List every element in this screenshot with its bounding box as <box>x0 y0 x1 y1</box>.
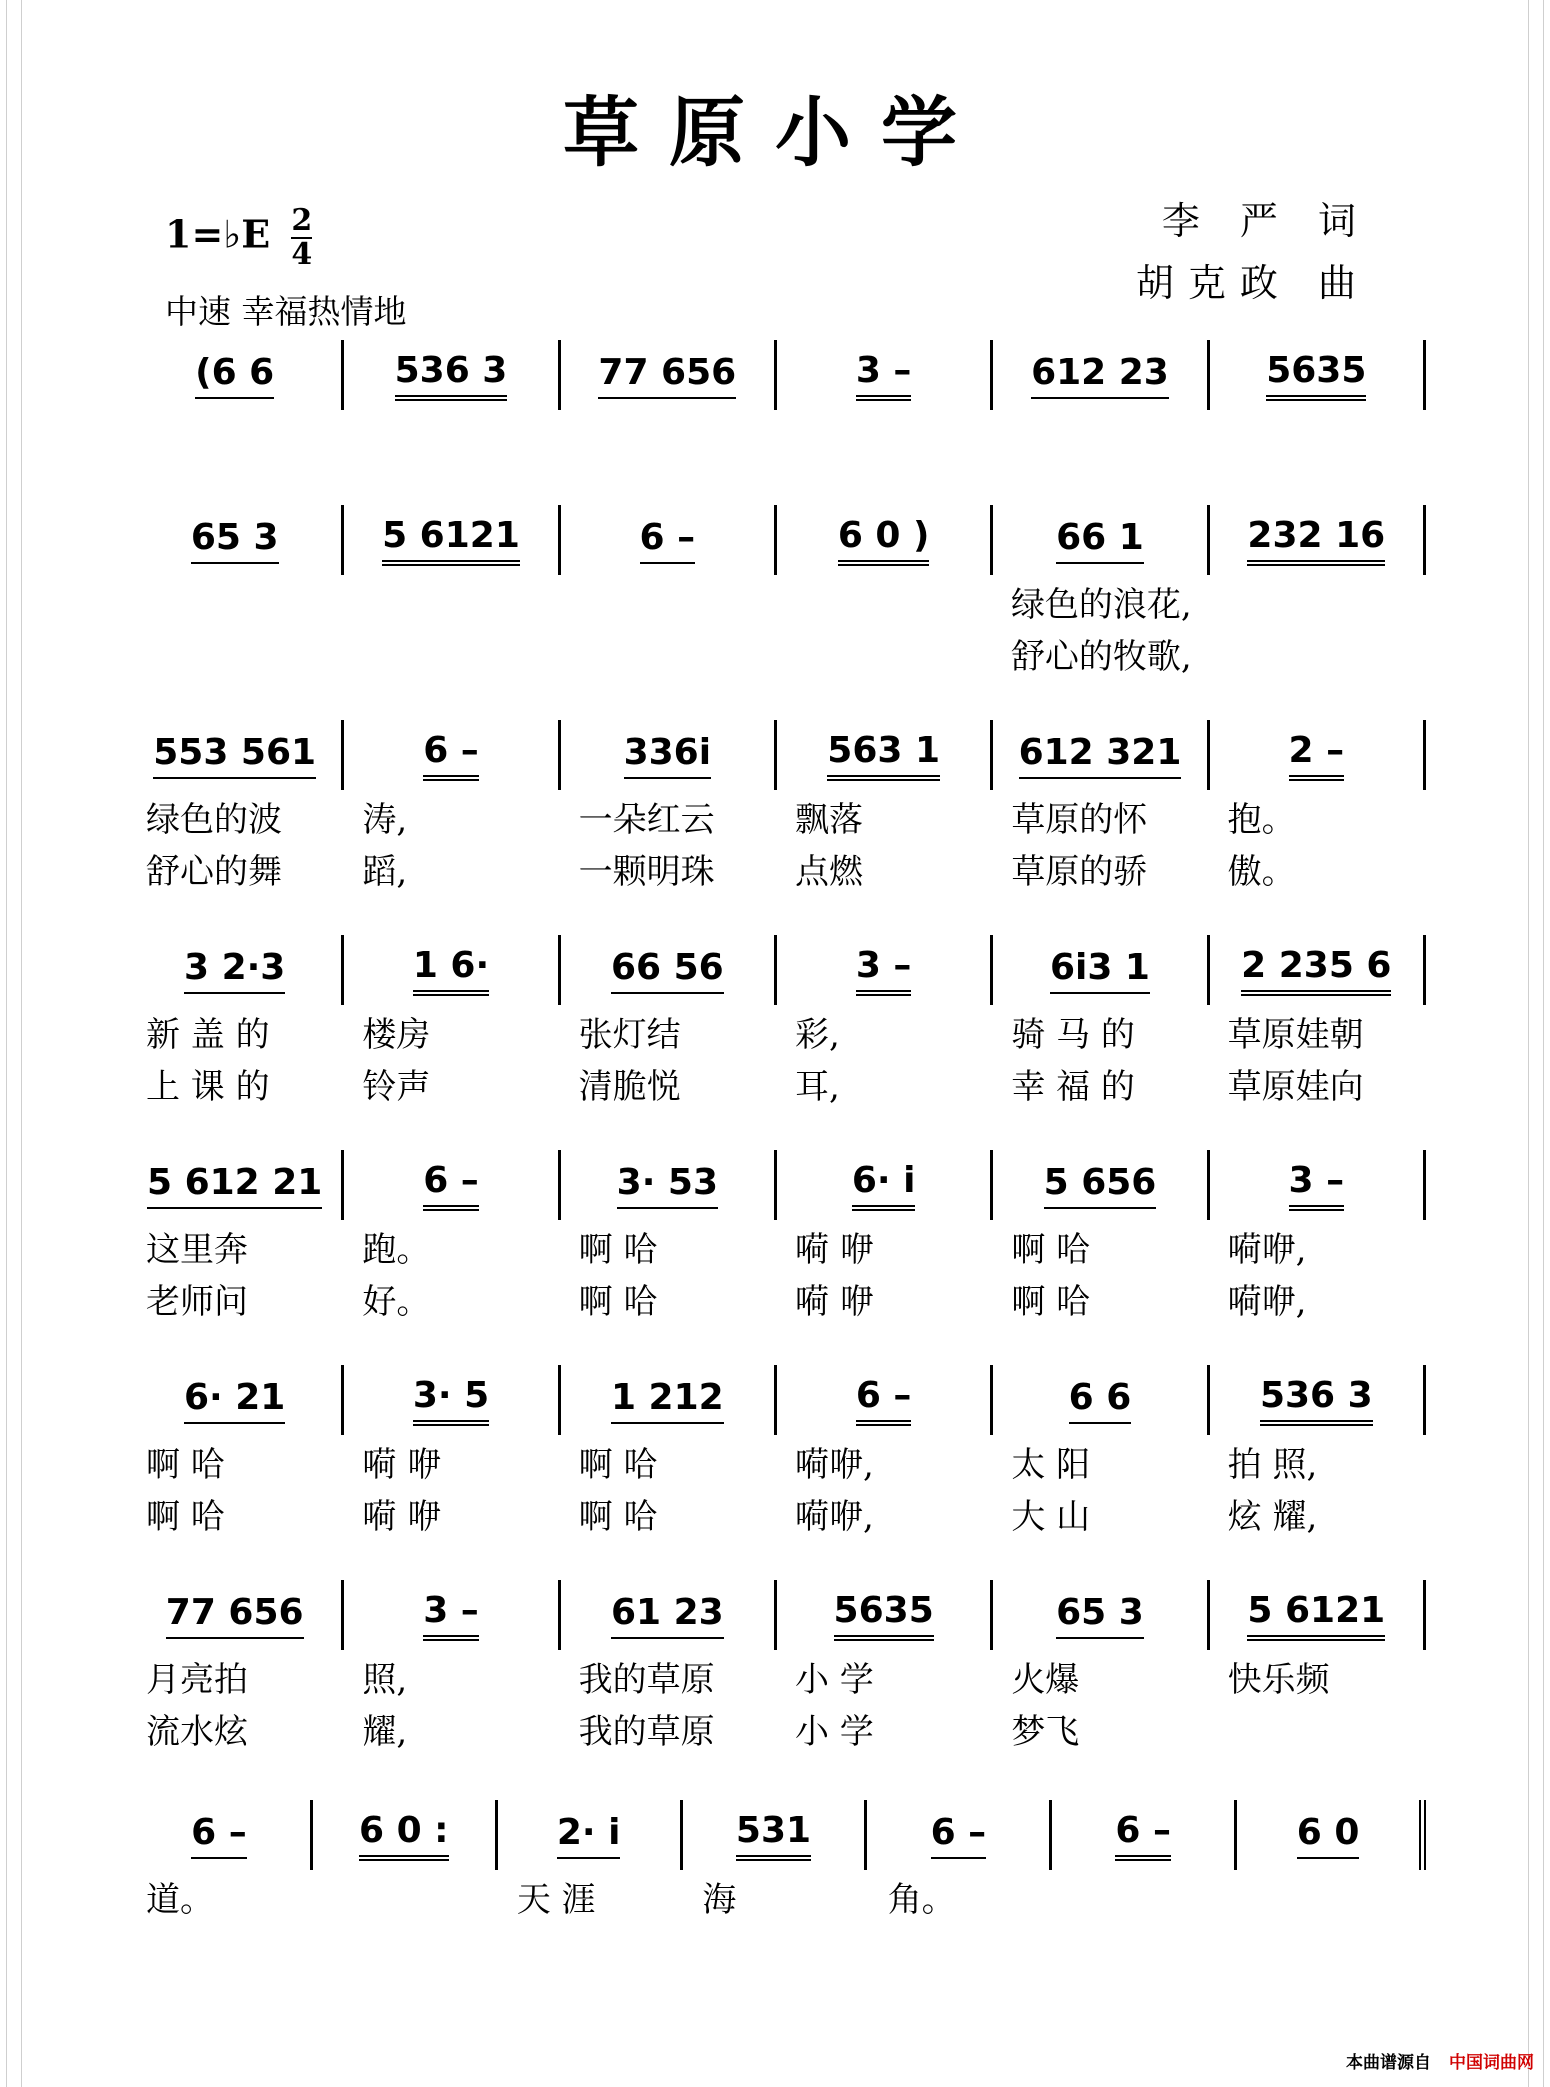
lyric-segment: 耀, <box>362 1711 408 1752</box>
lyric-segment: 海 <box>702 1879 737 1920</box>
lyric-segment: 我的草原 <box>578 1711 715 1752</box>
measure <box>774 1365 990 1435</box>
right-edge-watermark-strip <box>1528 0 1544 2087</box>
note-group: 1 212 <box>611 1377 724 1424</box>
lyric-segment: 啊 哈 <box>578 1281 658 1322</box>
measure <box>774 720 990 790</box>
note-group: 6· i <box>852 1160 916 1211</box>
lyric-line-verse2 <box>128 1702 1426 1754</box>
lyric-segment: 一朵红云 <box>578 799 715 840</box>
lyric-segment: 啊 哈 <box>578 1229 658 1270</box>
lyric-line-verse1 <box>128 1650 1426 1702</box>
note-group: 5 612 21 <box>147 1162 322 1209</box>
lyric-segment: 涛, <box>362 799 408 840</box>
note-group: 5 6121 <box>1247 1590 1385 1641</box>
note-group: 536 3 <box>395 350 508 401</box>
measure <box>128 1365 341 1435</box>
score-row <box>128 505 1426 679</box>
composer-credit: 胡克政 曲 <box>1135 261 1370 305</box>
score-row <box>128 1150 1426 1324</box>
note-group: 5635 <box>834 1590 934 1641</box>
measure <box>1207 720 1426 790</box>
measure <box>774 340 990 410</box>
notes-line <box>128 1150 1426 1220</box>
lyric-segment: 草原的骄 <box>1011 851 1148 892</box>
measure <box>774 505 990 575</box>
note-group: 612 321 <box>1019 732 1182 779</box>
note-group: 2· i <box>557 1812 621 1859</box>
measure <box>558 935 774 1005</box>
lyric-segment: 草原娃向 <box>1227 1066 1364 1107</box>
score-row <box>128 935 1426 1109</box>
lyric-segment: 嗬 咿 <box>794 1281 874 1322</box>
measure <box>990 1150 1206 1220</box>
measure <box>341 340 557 410</box>
note-group: 6i3 1 <box>1050 947 1150 994</box>
measure <box>990 505 1206 575</box>
time-signature <box>291 205 312 271</box>
lyric-segment: 大 山 <box>1011 1496 1091 1537</box>
measure <box>1207 1365 1426 1435</box>
lyric-segment: 老师问 <box>146 1281 248 1322</box>
source-site-link[interactable]: 中国词曲网 <box>1449 2053 1534 2073</box>
lyric-line-verse1 <box>128 1870 1426 1922</box>
note-group: 3 – <box>1289 1160 1345 1211</box>
note-group: 77 656 <box>166 1592 304 1639</box>
lyric-segment: 月亮拍 <box>146 1659 248 1700</box>
lyric-segment: 彩, <box>794 1014 840 1055</box>
measure <box>558 1580 774 1650</box>
lyric-segment: 啊 哈 <box>1011 1281 1091 1322</box>
lyric-segment: 飘落 <box>794 799 863 840</box>
left-edge-watermark-strip <box>6 0 22 2087</box>
lyric-segment: 蹈, <box>362 851 408 892</box>
lyric-segment: 耳, <box>794 1066 840 1107</box>
lyric-segment: 张灯结 <box>578 1014 681 1055</box>
measure <box>341 935 557 1005</box>
lyric-segment: 草原娃朝 <box>1227 1014 1364 1055</box>
notes-line <box>128 1365 1426 1435</box>
notes-line <box>128 1580 1426 1650</box>
measure <box>774 1580 990 1650</box>
lyric-segment: 啊 哈 <box>578 1496 658 1537</box>
lyric-segment: 幸 福 的 <box>1011 1066 1135 1107</box>
measure <box>990 1580 1206 1650</box>
note-group: 336i <box>624 732 712 779</box>
note-group: 6 – <box>423 1160 479 1211</box>
lyric-segment: 嗬 咿 <box>362 1496 442 1537</box>
measure <box>1207 505 1426 575</box>
measure <box>680 1800 865 1870</box>
lyric-segment: 新 盖 的 <box>146 1014 270 1055</box>
measure <box>1207 1150 1426 1220</box>
measure <box>341 505 557 575</box>
notes-line <box>128 340 1426 410</box>
note-group: 6 – <box>856 1375 912 1426</box>
note-group: 553 561 <box>153 732 316 779</box>
note-group: 2 235 6 <box>1241 945 1391 996</box>
score-row <box>128 1800 1426 1922</box>
lyric-line-verse2 <box>128 1057 1426 1109</box>
notes-line <box>128 1800 1426 1870</box>
lyric-line-verse1 <box>128 1435 1426 1487</box>
note-group: (6 6 <box>195 352 274 399</box>
measure <box>495 1800 680 1870</box>
note-group: 6 0 : <box>359 1810 449 1861</box>
lyric-segment: 嗬咿, <box>1227 1229 1307 1270</box>
lyric-segment: 嗬 咿 <box>362 1444 442 1485</box>
lyric-segment: 舒心的牧歌, <box>1010 636 1192 677</box>
note-group: 563 1 <box>827 730 940 781</box>
lyric-line-verse2 <box>128 1272 1426 1324</box>
lyric-segment: 角。 <box>887 1879 956 1920</box>
source-label: 本曲谱源自 <box>1346 2053 1431 2073</box>
note-group: 3 – <box>856 945 912 996</box>
lyric-segment: 道。 <box>146 1879 214 1920</box>
measure <box>774 1150 990 1220</box>
tempo-marking: 中速 幸福热情地 <box>165 292 407 331</box>
key-label: 1=♭E <box>165 211 271 257</box>
lyric-segment: 嗬咿, <box>1227 1281 1307 1322</box>
lyric-segment: 梦飞 <box>1011 1711 1080 1752</box>
key-signature <box>165 205 312 271</box>
note-group: 6 – <box>931 1812 987 1859</box>
lyric-segment: 这里奔 <box>146 1229 248 1270</box>
note-group: 6 0 <box>1297 1812 1360 1859</box>
measure <box>1234 1800 1426 1870</box>
measure <box>1049 1800 1234 1870</box>
lyric-segment: 火爆 <box>1011 1659 1080 1700</box>
source-footer <box>1346 2048 1534 2073</box>
measure <box>990 935 1206 1005</box>
note-group: 3· 5 <box>413 1375 489 1426</box>
note-group: 66 1 <box>1056 517 1144 564</box>
score-row <box>128 340 1426 410</box>
note-group: 1 6· <box>413 945 489 996</box>
note-group: 6 – <box>640 517 696 564</box>
lyric-segment: 点燃 <box>794 851 863 892</box>
measure <box>774 935 990 1005</box>
lyric-segment: 跑。 <box>362 1229 431 1270</box>
note-group: 232 16 <box>1247 515 1385 566</box>
lyric-segment: 舒心的舞 <box>146 851 282 892</box>
lyric-line-verse2 <box>128 842 1426 894</box>
measure <box>558 720 774 790</box>
score-row <box>128 720 1426 894</box>
time-numerator: 2 <box>291 203 313 238</box>
measure <box>990 720 1206 790</box>
measure <box>558 1150 774 1220</box>
note-group: 6 6 <box>1069 1377 1132 1424</box>
lyric-segment: 抱。 <box>1227 799 1296 840</box>
measure <box>1207 340 1426 410</box>
lyric-line-verse2 <box>128 1487 1426 1539</box>
note-group: 65 3 <box>1056 1592 1144 1639</box>
lyric-segment: 草原的怀 <box>1011 799 1148 840</box>
note-group: 2 – <box>1289 730 1345 781</box>
note-group: 612 23 <box>1031 352 1169 399</box>
notes-line <box>128 505 1426 575</box>
lyric-segment: 嗬咿, <box>794 1444 874 1485</box>
lyric-segment: 啊 哈 <box>146 1444 225 1485</box>
measure <box>1207 935 1426 1005</box>
note-group: 6 – <box>1115 1810 1171 1861</box>
lyric-segment: 绿色的波 <box>146 799 282 840</box>
lyric-segment: 傲。 <box>1227 851 1296 892</box>
lyric-segment: 铃声 <box>362 1066 431 1107</box>
measure <box>341 1150 557 1220</box>
note-group: 3· 53 <box>617 1162 718 1209</box>
measure <box>341 720 557 790</box>
lyric-segment: 啊 哈 <box>578 1444 658 1485</box>
lyric-line-verse1 <box>128 575 1426 627</box>
notes-line <box>128 935 1426 1005</box>
note-group: 77 656 <box>598 352 736 399</box>
note-group: 536 3 <box>1260 1375 1373 1426</box>
note-group: 6 – <box>423 730 479 781</box>
measure <box>990 340 1206 410</box>
measure <box>128 935 341 1005</box>
lyric-segment: 太 阳 <box>1011 1444 1091 1485</box>
notes-line <box>128 720 1426 790</box>
measure <box>1207 1580 1426 1650</box>
note-group: 5 656 <box>1044 1162 1157 1209</box>
note-group: 66 56 <box>611 947 724 994</box>
measure <box>128 340 341 410</box>
lyric-segment: 一颗明珠 <box>578 851 715 892</box>
lyric-line-verse1 <box>128 790 1426 842</box>
measure <box>864 1800 1049 1870</box>
song-title: 草原小学 <box>563 88 987 177</box>
lyric-segment: 绿色的浪花, <box>1010 584 1192 625</box>
measure <box>128 505 341 575</box>
lyric-segment: 清脆悦 <box>578 1066 681 1107</box>
note-group: 5635 <box>1266 350 1366 401</box>
note-group: 3 2·3 <box>184 947 285 994</box>
lyric-segment: 流水炫 <box>146 1711 248 1752</box>
note-group: 65 3 <box>191 517 279 564</box>
measure <box>128 1150 341 1220</box>
lyric-segment: 我的草原 <box>578 1659 715 1700</box>
note-group: 61 23 <box>611 1592 724 1639</box>
measure <box>558 1365 774 1435</box>
measure <box>341 1580 557 1650</box>
note-group: 6· 21 <box>184 1377 285 1424</box>
lyricist-credit: 李 严 词 <box>1161 199 1370 243</box>
note-group: 3 – <box>423 1590 479 1641</box>
lyric-segment: 楼房 <box>362 1014 431 1055</box>
time-denominator: 4 <box>291 237 313 272</box>
lyric-segment: 嗬 咿 <box>794 1229 874 1270</box>
note-group: 6 0 ) <box>838 515 930 566</box>
lyric-segment: 小 学 <box>794 1711 874 1752</box>
lyric-line-verse2 <box>128 627 1426 679</box>
measure <box>990 1365 1206 1435</box>
lyric-segment: 照, <box>362 1659 408 1700</box>
lyric-segment: 骑 马 的 <box>1011 1014 1135 1055</box>
measure <box>128 1580 341 1650</box>
lyric-segment: 上 课 的 <box>146 1066 270 1107</box>
lyric-segment: 快乐频 <box>1227 1659 1330 1700</box>
note-group: 531 <box>736 1810 811 1861</box>
lyric-segment: 好。 <box>362 1281 431 1322</box>
score-row <box>128 1365 1426 1539</box>
lyric-segment: 小 学 <box>794 1659 874 1700</box>
lyric-segment: 嗬咿, <box>794 1496 874 1537</box>
measure <box>558 505 774 575</box>
lyric-segment: 炫 耀, <box>1227 1496 1318 1537</box>
measure <box>128 720 341 790</box>
lyric-line-verse1 <box>128 1005 1426 1057</box>
score-row <box>128 1580 1426 1754</box>
note-group: 5 6121 <box>382 515 520 566</box>
measure <box>558 340 774 410</box>
lyric-line-verse1 <box>128 1220 1426 1272</box>
note-group: 6 – <box>191 1812 247 1859</box>
lyric-segment: 啊 哈 <box>146 1496 225 1537</box>
lyric-segment: 拍 照, <box>1227 1444 1318 1485</box>
lyric-segment: 天 涯 <box>516 1879 596 1920</box>
measure <box>128 1800 310 1870</box>
measure <box>310 1800 495 1870</box>
measure <box>341 1365 557 1435</box>
lyric-segment: 啊 哈 <box>1011 1229 1091 1270</box>
note-group: 3 – <box>856 350 912 401</box>
